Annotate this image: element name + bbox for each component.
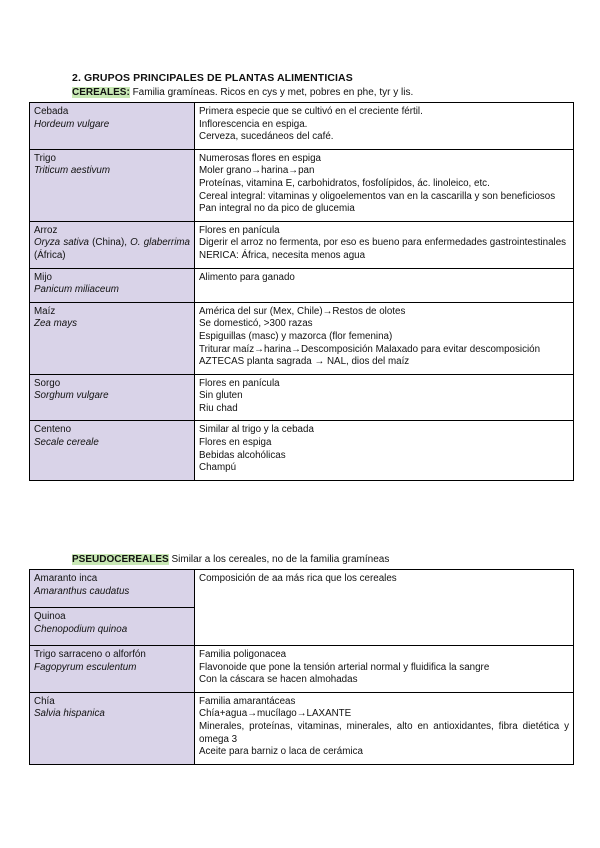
pseudocereales-intro xyxy=(72,554,389,565)
cereales-intro xyxy=(72,87,413,98)
scientific-origin-alt: (África) xyxy=(34,249,66,261)
cereales-label: CEREALES: xyxy=(72,87,130,98)
desc-line: Cereal integral: vitaminas y oligoelementos van en la cascarilla y son beneficiosos xyxy=(199,190,556,202)
scientific-name: Triticum aestivum xyxy=(34,165,111,177)
desc-line: Riu chad xyxy=(199,402,238,414)
table-row xyxy=(30,421,574,480)
common-name: Quinoa xyxy=(34,611,66,622)
common-name: Mijo xyxy=(34,271,52,283)
desc-line: Se domesticó, >300 razas xyxy=(199,318,313,330)
desc-line: Inflorescencia en espiga. xyxy=(199,118,308,130)
section-heading: 2. GRUPOS PRINCIPALES DE PLANTAS ALIMENTICIAS xyxy=(72,72,353,84)
desc-line: Chía+agua→mucílago→LAXANTE xyxy=(199,708,352,720)
desc-line: Flores en panícula xyxy=(199,377,280,389)
common-name: Maíz xyxy=(34,305,56,317)
table-row xyxy=(30,103,574,150)
table-row xyxy=(30,374,574,421)
cereales-intro-text: Familia gramíneas. Ricos en cys y met, pobres en phe, tyr y lis. xyxy=(129,87,414,98)
table-row xyxy=(30,692,574,764)
desc-line: Moler grano→harina→pan xyxy=(199,165,315,177)
desc-line: Con la cáscara se hacen almohadas xyxy=(199,674,358,686)
table-row xyxy=(30,570,574,608)
desc-line: NERICA: África, necesita menos agua xyxy=(199,249,366,261)
desc-line: Familia amarantáceas xyxy=(199,695,296,707)
common-name: Centeno xyxy=(34,424,72,436)
desc-line: Champú xyxy=(199,462,237,474)
common-name: Chía xyxy=(34,695,55,707)
scientific-name: Zea mays xyxy=(34,318,78,330)
desc-line: Flavonoide que pone la tensión arterial normal y fluidifica la sangre xyxy=(199,661,490,673)
cereales-table xyxy=(29,102,574,481)
scientific-name: Panicum miliaceum xyxy=(34,284,119,296)
desc-line: Aceite para barniz o laca de cerámica xyxy=(199,746,363,758)
scientific-name: Fagopyrum esculentum xyxy=(34,661,137,673)
pseudocereales-intro-text: Similar a los cereales, no de la familia gramíneas xyxy=(168,554,390,565)
desc-line: Numerosas flores en espiga xyxy=(199,152,321,164)
common-name: Trigo sarraceno o alforfón xyxy=(34,649,146,660)
scientific-origin: (China), xyxy=(88,237,131,249)
scientific-name: Sorghum vulgare xyxy=(34,390,109,402)
desc-line: Bebidas alcohólicas xyxy=(199,449,286,461)
scientific-name: Salvia hispanica xyxy=(34,708,105,720)
common-name: Arroz xyxy=(34,224,58,236)
desc-line: Alimento para ganado xyxy=(199,271,295,283)
table-row xyxy=(30,302,574,374)
desc-line: Familia poligonacea xyxy=(199,649,287,660)
scientific-name: Hordeum vulgare xyxy=(34,118,110,130)
desc-line: Flores en espiga xyxy=(199,437,272,449)
scientific-name: Amaranthus caudatus xyxy=(34,585,130,597)
table-row xyxy=(30,268,574,302)
desc-line: Sin gluten xyxy=(199,390,243,402)
scientific-name: Oryza sativa xyxy=(34,237,89,249)
common-name: Cebada xyxy=(34,106,69,117)
scientific-name-alt: O. glaberrima xyxy=(130,237,190,249)
table-row xyxy=(30,646,574,693)
desc-line: Espiguillas (masc) y mazorca (flor femenina) xyxy=(199,330,393,342)
desc-line: Cerveza, sucedáneos del café. xyxy=(199,131,334,143)
scientific-name: Secale cereale xyxy=(34,437,99,449)
pseudocereales-label: PSEUDOCEREALES xyxy=(72,554,169,565)
desc-line: Digerir el arroz no fermenta, por eso es bueno para enfermedades gastrointestinales xyxy=(199,237,567,249)
desc-line: Primera especie que se cultivó en el creciente fértil. xyxy=(199,106,423,117)
desc-line: Flores en panícula xyxy=(199,224,280,236)
desc-line: Similar al trigo y la cebada xyxy=(199,424,314,436)
desc-line: Triturar maíz→harina→Descomposición Malaxado para evitar descomposición xyxy=(199,343,541,355)
common-name: Amaranto inca xyxy=(34,573,98,584)
common-name: Trigo xyxy=(34,152,56,164)
desc-line: Pan integral no da pico de glucemia xyxy=(199,203,355,215)
desc-line: Minerales, proteínas, vitaminas, minerales, alto en antioxidantes, fibra dietética y omega 3 xyxy=(199,720,569,745)
desc-line: América del sur (Mex, Chile)→Restos de olotes xyxy=(199,305,406,317)
table-row xyxy=(30,149,574,221)
desc-line: AZTECAS planta sagrada → NAL, dios del maíz xyxy=(199,356,410,368)
scientific-name: Chenopodium quinoa xyxy=(34,623,128,635)
desc-line: Proteínas, vitamina E, carbohidratos, fosfolípidos, ác. linoleico, etc. xyxy=(199,177,490,189)
table-row xyxy=(30,221,574,268)
pseudocereales-table xyxy=(29,569,574,765)
common-name: Sorgo xyxy=(34,377,61,389)
desc-line: Composición de aa más rica que los cereales xyxy=(199,573,397,584)
